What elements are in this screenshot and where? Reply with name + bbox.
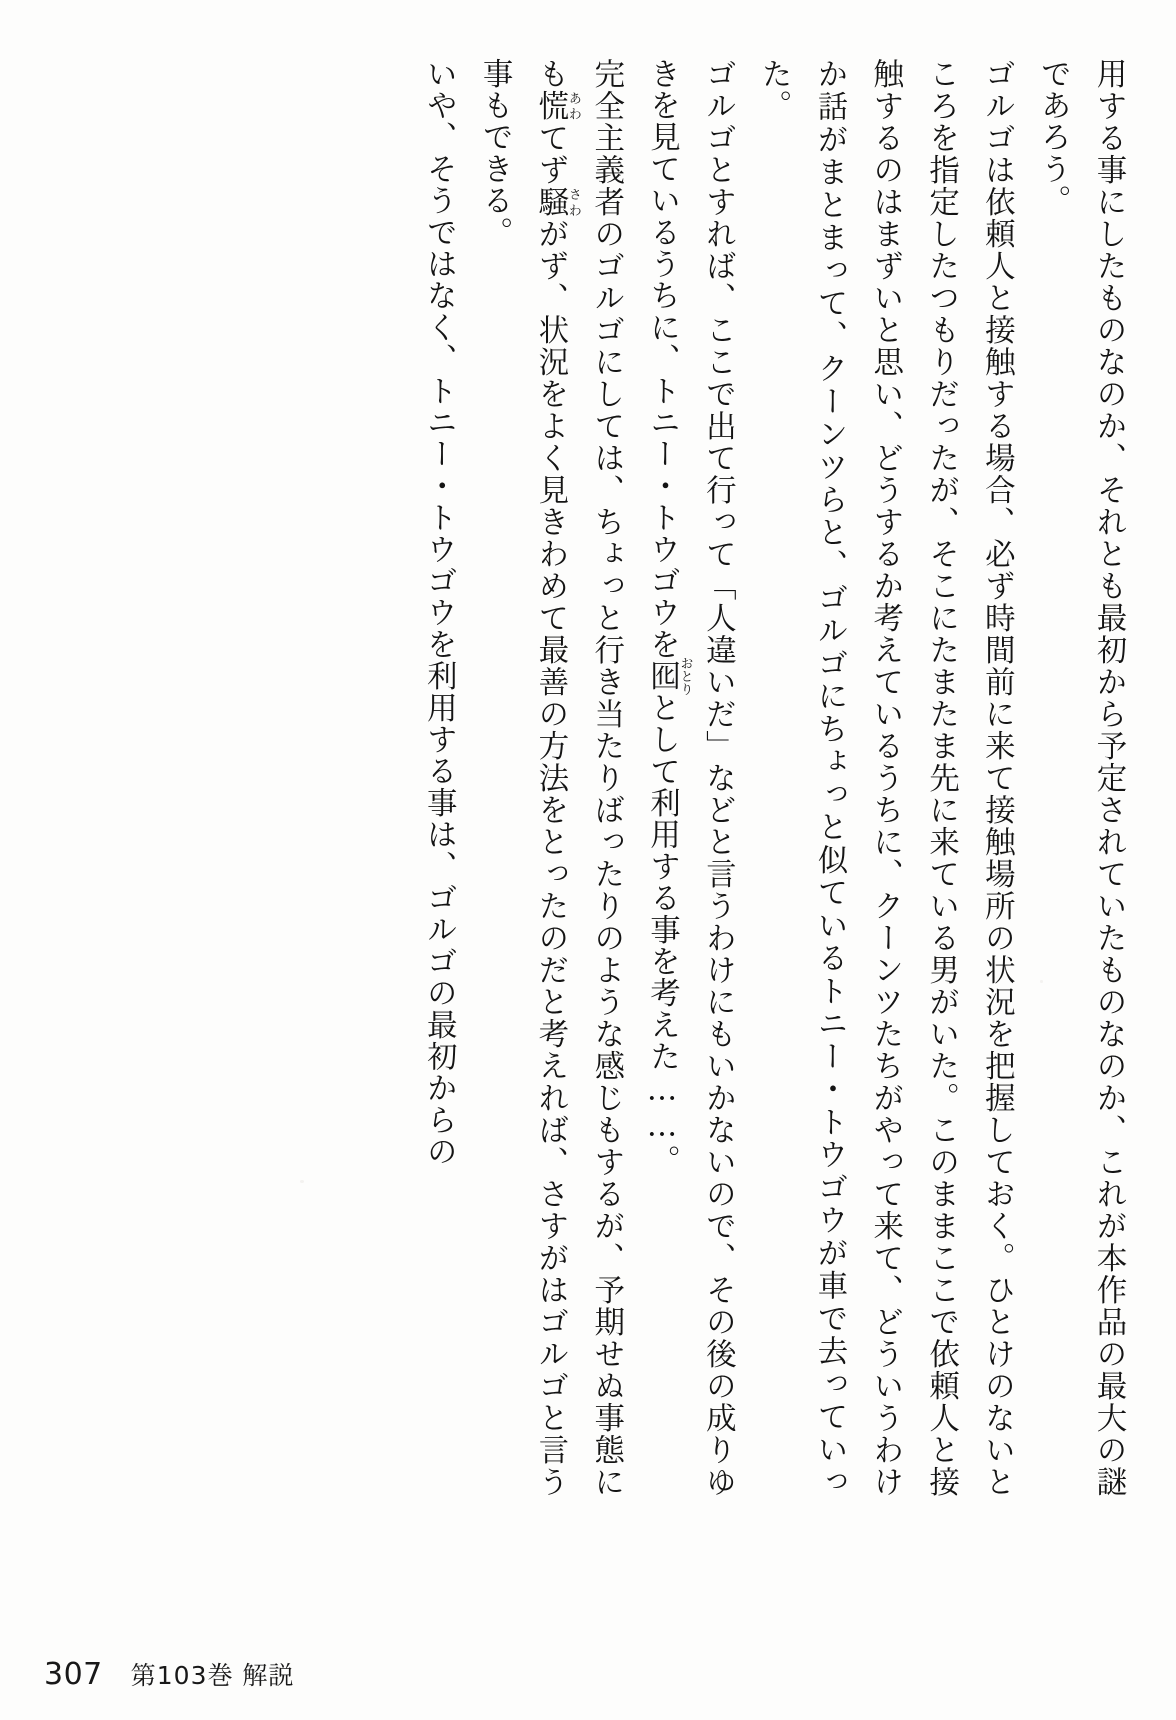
ruby-sawa: 騒さわ: [532, 186, 581, 219]
page-footer: [44, 1656, 294, 1692]
paragraph-5: いや、そうではなく、トニー・トウゴウを利用する事は、ゴルゴの最初からの: [421, 58, 457, 1168]
paragraph-2: ゴルゴは依頼人と接触する場合、必ず時間前に来て接触場所の状況を把握しておく。ひとけのないところを指定したつもりだったが、そこにたまたま先に来ている男がいた。このままここで依頼人と接触するのはまずいと思い、どうするか考えているうちに、クーンツたちがやって来て、どういうわけか話がまとまって、クーンツらと、ゴルゴにちょっと似ているトニー・トウゴウが車で去っていった。: [756, 58, 1015, 1498]
ruby-awa: 慌あわ: [532, 90, 581, 123]
page-number: 307: [44, 1657, 103, 1692]
paragraph-4: 完全主義者のゴルゴにしては、ちょっと行き当たりばったりのような感じもするが、予期せぬ事態にも慌あわてず騒さわがず、状況をよく見きわめて最善の方法をとったのだと考えれば、さすがはゴルゴと言う事もできる。: [477, 58, 624, 1499]
body-text-vertical: [40, 58, 1136, 1498]
running-head: 第103巻 解説: [130, 1661, 295, 1690]
paragraph-3: ゴルゴとすれば、ここで出て行って「人違いだ」などと言うわけにもいかないので、その後の成りゆきを見ているうちに、トニー・トウゴウを囮おとりとして利用する事を考えた……。: [644, 58, 736, 1498]
ruby-otori: 囮おとり: [644, 656, 693, 696]
paragraph-1: 用する事にしたものなのか、それとも最初から予定されていたものなのか、これが本作品の最大の謎であろう。: [1035, 58, 1126, 1498]
